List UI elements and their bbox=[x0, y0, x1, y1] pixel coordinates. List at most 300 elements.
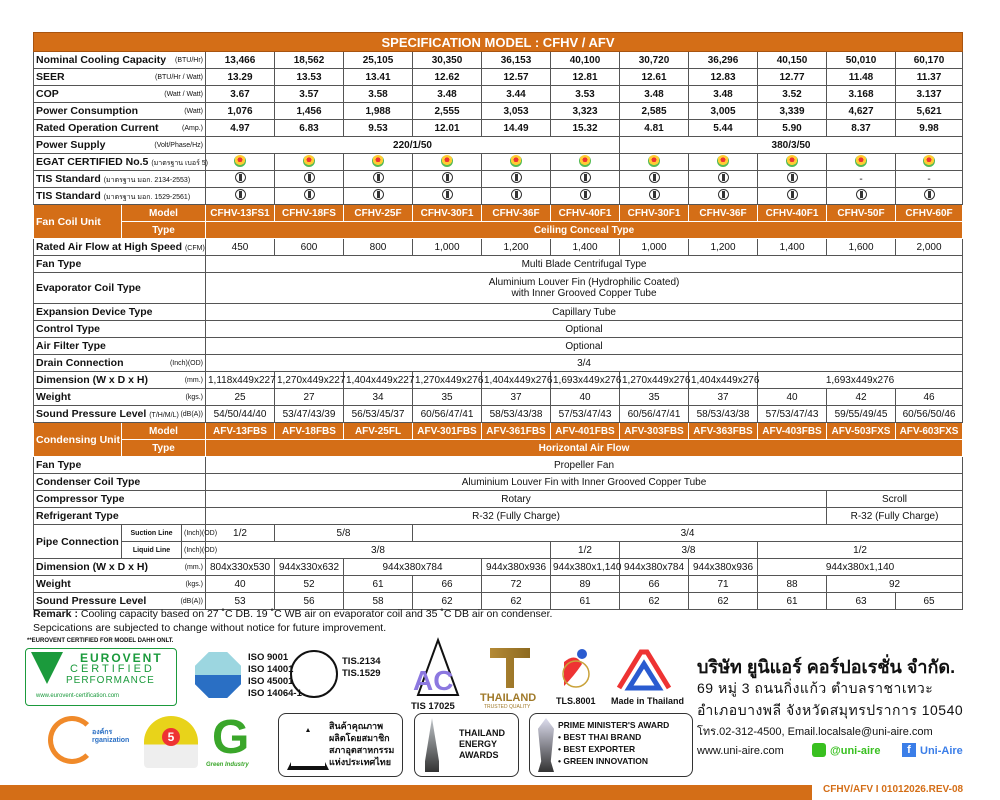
model-cell: CFHV-36F bbox=[482, 205, 551, 222]
company-address: อำเภอบางพลี จังหวัดสมุทรปราการ 10540 bbox=[697, 702, 964, 718]
table-title: SPECIFICATION MODEL : CFHV / AFV bbox=[34, 33, 963, 52]
row-egat bbox=[34, 154, 963, 171]
cell: 13,466 bbox=[206, 52, 275, 69]
cell: Scroll bbox=[827, 491, 963, 508]
tag: (T/H/M/L) bbox=[149, 412, 179, 419]
company-website[interactable]: www.uni-aire.com bbox=[697, 745, 784, 757]
text: สินค้าคุณภาพ bbox=[329, 721, 384, 731]
cell: 1,270x449x227 bbox=[275, 372, 344, 389]
cell: 61 bbox=[758, 593, 827, 610]
cell: 9.53 bbox=[344, 120, 413, 137]
cell: 58/53/43/38 bbox=[689, 406, 758, 423]
prime-minister-award-badge bbox=[529, 713, 693, 777]
cell: 1,693x449x276 bbox=[551, 372, 620, 389]
tis-mark-icon bbox=[235, 172, 246, 183]
fcu-type-row bbox=[34, 222, 963, 239]
iso-item: ISO 9001 bbox=[248, 652, 289, 663]
cell: 59/55/49/45 bbox=[827, 406, 896, 423]
cell: 13.41 bbox=[344, 69, 413, 86]
label: COP bbox=[36, 88, 59, 100]
cell: 12.57 bbox=[482, 69, 551, 86]
trophy-icon bbox=[425, 718, 439, 772]
cell: 36,153 bbox=[482, 52, 551, 69]
row-drain bbox=[34, 355, 963, 372]
text: THAILAND bbox=[459, 728, 505, 738]
cell: 944x380x784 bbox=[620, 559, 689, 576]
nac-logo-icon bbox=[413, 640, 463, 700]
cell: 25,105 bbox=[344, 52, 413, 69]
cell: 944x380x936 bbox=[689, 559, 758, 576]
cell: 57/53/47/43 bbox=[758, 406, 827, 423]
trophy-icon bbox=[538, 718, 554, 772]
tis-list bbox=[342, 656, 381, 680]
model-cell: AFV-363FBS bbox=[689, 423, 758, 440]
label: TIS Standard bbox=[36, 172, 101, 185]
eurovent-v-icon bbox=[31, 652, 63, 684]
masci-logo-icon bbox=[195, 652, 241, 698]
cell: 61 bbox=[551, 593, 620, 610]
cell: Rotary bbox=[206, 491, 827, 508]
cdu-type-row bbox=[34, 440, 963, 457]
cell: 46 bbox=[896, 389, 963, 406]
label: Refrigerant Type bbox=[34, 508, 206, 525]
cell: 1,118x449x227 bbox=[206, 372, 275, 389]
cell: 4.81 bbox=[620, 120, 689, 137]
cell: 88 bbox=[758, 576, 827, 593]
ttq-sub: TRUSTED QUALITY bbox=[484, 704, 531, 710]
unit: (Volt/Phase/Hz) bbox=[154, 142, 203, 149]
cell: 3,323 bbox=[551, 103, 620, 120]
tis-mark-icon bbox=[856, 189, 867, 200]
line: with Inner Grooved Copper Tube bbox=[511, 288, 657, 299]
cell: 12.81 bbox=[551, 69, 620, 86]
text: • BEST THAI BRAND bbox=[558, 732, 642, 742]
egat-label-5-icon bbox=[855, 155, 867, 167]
model-cell: AFV-403FBS bbox=[758, 423, 827, 440]
model-cell: AFV-25FL bbox=[344, 423, 413, 440]
nac-label: TIS 17025 bbox=[411, 701, 455, 712]
row-cdu-dimension bbox=[34, 559, 963, 576]
cell: 3.67 bbox=[206, 86, 275, 103]
remark-line: Sepcications are subjected to change without notice for future improvement. bbox=[33, 622, 387, 634]
unit: (kgs.) bbox=[185, 581, 203, 588]
cell: 944x330x632 bbox=[275, 559, 344, 576]
mit-label: Made in Thailand bbox=[611, 696, 685, 706]
row-cdu-weight bbox=[34, 576, 963, 593]
tis-mark-icon bbox=[304, 172, 315, 183]
model-cell: AFV-13FBS bbox=[206, 423, 275, 440]
row-power-supply bbox=[34, 137, 963, 154]
fti-logo-icon bbox=[287, 728, 329, 770]
row-pipe-suction bbox=[34, 525, 963, 542]
cell: 3,339 bbox=[758, 103, 827, 120]
row-evap-coil bbox=[34, 273, 963, 304]
text: สภาอุตสาหกรรม bbox=[329, 745, 395, 755]
cell: 1,400 bbox=[551, 239, 620, 256]
cell: 1/2 bbox=[758, 542, 963, 559]
tis-mark-icon bbox=[235, 189, 246, 200]
cell: 57/53/47/43 bbox=[551, 406, 620, 423]
fcu-model-row bbox=[34, 205, 963, 222]
cell: 35 bbox=[413, 389, 482, 406]
model-cell: AFV-503FXS bbox=[827, 423, 896, 440]
cell: Aluminium Louver Fin with Inner Grooved Copper Tube bbox=[206, 474, 963, 491]
label: SEER bbox=[36, 71, 65, 83]
cell: 89 bbox=[551, 576, 620, 593]
cell: 42 bbox=[827, 389, 896, 406]
suction-label: Suction Line bbox=[122, 525, 182, 542]
label: Rated Operation Current bbox=[36, 122, 159, 134]
fti-quality-badge bbox=[278, 713, 403, 777]
cell: 36,296 bbox=[689, 52, 758, 69]
type-value: Horizontal Air Flow bbox=[206, 440, 963, 457]
cell: 62 bbox=[413, 593, 482, 610]
cell: 71 bbox=[689, 576, 758, 593]
cell bbox=[206, 273, 963, 304]
model-cell: CFHV-30F1 bbox=[413, 205, 482, 222]
egat-label-5-icon bbox=[717, 155, 729, 167]
fcu-section-label: Fan Coil Unit bbox=[34, 205, 122, 239]
green-industry-icon: G bbox=[212, 711, 250, 764]
cell: 12.01 bbox=[413, 120, 482, 137]
text: AWARDS bbox=[459, 750, 499, 760]
cell: 1,693x449x276 bbox=[758, 372, 963, 389]
text: แห่งประเทศไทย bbox=[329, 757, 391, 767]
cell: 58/53/43/38 bbox=[482, 406, 551, 423]
row-compressor bbox=[34, 491, 963, 508]
company-contact[interactable]: โทร.02-312-4500, Email.localsale@uni-aire.com bbox=[697, 726, 933, 738]
cell: 12.83 bbox=[689, 69, 758, 86]
svg-text:AC: AC bbox=[413, 665, 454, 696]
remark bbox=[33, 607, 552, 635]
iso-item: ISO 45001 bbox=[248, 676, 294, 687]
label: Evaporator Coil Type bbox=[34, 273, 206, 304]
model-cell: CFHV-30F1 bbox=[620, 205, 689, 222]
cell: 13.29 bbox=[206, 69, 275, 86]
unit: (mm.) bbox=[184, 377, 203, 384]
iso-item: ISO 14064-1 bbox=[248, 688, 302, 699]
tis-mark-icon bbox=[718, 189, 729, 200]
model-cell: AFV-361FBS bbox=[482, 423, 551, 440]
cell: 220/1/50 bbox=[206, 137, 620, 154]
unit: (dB(A)) bbox=[180, 598, 203, 605]
tis-mark-icon bbox=[924, 189, 935, 200]
thai-note: (มาตรฐาน มอก. 2134-2553) bbox=[103, 176, 191, 184]
egat-label-5-icon bbox=[579, 155, 591, 167]
cell: 1,076 bbox=[206, 103, 275, 120]
unit: (Watt / Watt) bbox=[164, 91, 203, 98]
cell: - bbox=[827, 171, 896, 188]
made-in-thailand-icon bbox=[615, 648, 673, 692]
cell: 53 bbox=[206, 593, 275, 610]
type-label: Type bbox=[122, 440, 206, 457]
label: Control Type bbox=[34, 321, 206, 338]
egat-label-5-icon bbox=[372, 155, 384, 167]
label: Drain Connection bbox=[36, 357, 124, 369]
tls-label: TLS.8001 bbox=[556, 696, 596, 706]
cell: 3/4 bbox=[206, 355, 963, 372]
text: • GREEN INNOVATION bbox=[558, 756, 649, 766]
row-filter bbox=[34, 338, 963, 355]
cell: 56 bbox=[275, 593, 344, 610]
cell: 11.48 bbox=[827, 69, 896, 86]
cell: 65 bbox=[896, 593, 963, 610]
cell: 3,005 bbox=[689, 103, 758, 120]
tis-mark-icon bbox=[304, 189, 315, 200]
model-label: Model bbox=[122, 423, 206, 440]
model-cell: CFHV-18FS bbox=[275, 205, 344, 222]
row-airflow bbox=[34, 239, 963, 256]
row-power bbox=[34, 103, 963, 120]
cell: 35 bbox=[620, 389, 689, 406]
cell: 1/2 bbox=[551, 542, 620, 559]
cell: 3.57 bbox=[275, 86, 344, 103]
line-handle[interactable]: @uni-aire bbox=[830, 745, 881, 757]
egat-label-5-icon bbox=[648, 155, 660, 167]
tis-mark-icon bbox=[511, 172, 522, 183]
cell: 66 bbox=[620, 576, 689, 593]
tis-mark-icon bbox=[580, 172, 591, 183]
unit: (BTU/Hr) bbox=[175, 57, 203, 64]
cell: 15.32 bbox=[551, 120, 620, 137]
cell: 5.90 bbox=[758, 120, 827, 137]
label: Dimension (W x D x H) bbox=[36, 561, 149, 573]
tis-mark-icon bbox=[649, 172, 660, 183]
cell: 450 bbox=[206, 239, 275, 256]
unit: (Watt) bbox=[184, 108, 203, 115]
model-cell: CFHV-25F bbox=[344, 205, 413, 222]
cdu-section-label: Condensing Unit bbox=[34, 423, 122, 457]
row-seer bbox=[34, 69, 963, 86]
cell: - bbox=[896, 171, 963, 188]
spec-table bbox=[33, 32, 963, 610]
unit: (Inch)(OD) bbox=[182, 525, 206, 542]
cell: 40 bbox=[758, 389, 827, 406]
label: Power Supply bbox=[36, 139, 106, 151]
cell: 3.48 bbox=[689, 86, 758, 103]
row-refrigerant bbox=[34, 508, 963, 525]
unit: (mm.) bbox=[184, 564, 203, 571]
cell: 380/3/50 bbox=[620, 137, 963, 154]
cell: 52 bbox=[275, 576, 344, 593]
cell: 62 bbox=[620, 593, 689, 610]
text: PRIME MINISTER'S AWARD bbox=[558, 720, 670, 730]
label: Power Consumption bbox=[36, 105, 139, 117]
cell: 1,270x449x276 bbox=[620, 372, 689, 389]
tls-logo-icon bbox=[560, 646, 592, 690]
label: Sound Pressure Level bbox=[36, 408, 147, 420]
cell: 62 bbox=[689, 593, 758, 610]
model-cell: CFHV-13FS1 bbox=[206, 205, 275, 222]
cell: Propeller Fan bbox=[206, 457, 963, 474]
cell: 40 bbox=[206, 576, 275, 593]
model-cell: AFV-603FXS bbox=[896, 423, 963, 440]
cell: 2,555 bbox=[413, 103, 482, 120]
text: rganization bbox=[92, 737, 130, 744]
label: Weight bbox=[36, 391, 71, 403]
label: Sound Pressure Level bbox=[36, 595, 147, 607]
cell: 4,627 bbox=[827, 103, 896, 120]
cell: 3.44 bbox=[482, 86, 551, 103]
facebook-icon: f bbox=[902, 743, 916, 757]
cell: 40,150 bbox=[758, 52, 827, 69]
model-cell: AFV-303FBS bbox=[620, 423, 689, 440]
unit: (Inch)(OD) bbox=[182, 542, 206, 559]
tis-mark-icon bbox=[787, 172, 798, 183]
egat-label-5-icon bbox=[234, 155, 246, 167]
text: • BEST EXPORTER bbox=[558, 744, 636, 754]
tis-logo-icon bbox=[290, 650, 338, 698]
cell: 1,988 bbox=[344, 103, 413, 120]
unit: (Amp.) bbox=[182, 125, 203, 132]
model-cell: AFV-301FBS bbox=[413, 423, 482, 440]
label: Air Filter Type bbox=[34, 338, 206, 355]
egat-label-5-icon bbox=[303, 155, 315, 167]
model-cell: CFHV-40F1 bbox=[758, 205, 827, 222]
text: ผลิตโดยสมาชิก bbox=[329, 733, 390, 743]
cell: 1,600 bbox=[827, 239, 896, 256]
remark-label: Remark : bbox=[33, 608, 78, 620]
unit: (CFM) bbox=[184, 245, 205, 252]
cell: 3.137 bbox=[896, 86, 963, 103]
row-control bbox=[34, 321, 963, 338]
cell: 62 bbox=[482, 593, 551, 610]
label: Fan Type bbox=[34, 457, 206, 474]
cell: 25 bbox=[206, 389, 275, 406]
row-fcu-dimension bbox=[34, 372, 963, 389]
tis-mark-icon bbox=[373, 172, 384, 183]
line: Aluminium Louver Fin (Hydrophilic Coated) bbox=[488, 277, 680, 288]
cell: 40 bbox=[551, 389, 620, 406]
cell: 56/53/45/37 bbox=[344, 406, 413, 423]
model-cell: AFV-401FBS bbox=[551, 423, 620, 440]
label: Fan Type bbox=[34, 256, 206, 273]
cell: 14.49 bbox=[482, 120, 551, 137]
ttq-label: THAILAND bbox=[480, 692, 537, 704]
row-cdu-fan bbox=[34, 457, 963, 474]
eurovent-logo bbox=[25, 648, 177, 706]
model-cell: CFHV-40F1 bbox=[551, 205, 620, 222]
row-fan-type bbox=[34, 256, 963, 273]
cell: 600 bbox=[275, 239, 344, 256]
tis-mark-icon bbox=[442, 189, 453, 200]
egat-label-5-icon bbox=[510, 155, 522, 167]
label: EGAT CERTIFIED No.5 bbox=[36, 155, 149, 168]
cell: 5,621 bbox=[896, 103, 963, 120]
cell: 8.37 bbox=[827, 120, 896, 137]
cell: 1,400 bbox=[758, 239, 827, 256]
label: Nominal Cooling Capacity bbox=[36, 54, 167, 66]
cell: 12.77 bbox=[758, 69, 827, 86]
cell: R-32 (Fully Charge) bbox=[827, 508, 963, 525]
row-fcu-weight bbox=[34, 389, 963, 406]
cell: R-32 (Fully Charge) bbox=[206, 508, 827, 525]
cell: 3.52 bbox=[758, 86, 827, 103]
cell: 3/4 bbox=[413, 525, 963, 542]
tis-mark-icon bbox=[649, 189, 660, 200]
cell: 804x330x530 bbox=[206, 559, 275, 576]
cell: 37 bbox=[482, 389, 551, 406]
cell: 27 bbox=[275, 389, 344, 406]
cell: 3/8 bbox=[620, 542, 758, 559]
row-pipe-liquid bbox=[34, 542, 963, 559]
row-expansion bbox=[34, 304, 963, 321]
cell: 2,000 bbox=[896, 239, 963, 256]
unit: (BTU/Hr / Watt) bbox=[155, 74, 203, 81]
row-current bbox=[34, 120, 963, 137]
cell: 40,100 bbox=[551, 52, 620, 69]
label: Dimension (W x D x H) bbox=[36, 374, 149, 386]
cell: 3,053 bbox=[482, 103, 551, 120]
energy-awards-badge bbox=[414, 713, 519, 777]
cell: 3.48 bbox=[413, 86, 482, 103]
model-cell: AFV-18FBS bbox=[275, 423, 344, 440]
cell: 66 bbox=[413, 576, 482, 593]
cell: 800 bbox=[344, 239, 413, 256]
eurovent-note: **EUROVENT CERTIFIED FOR MODEL DAHH ONLT. bbox=[27, 638, 174, 644]
cell: 1,200 bbox=[482, 239, 551, 256]
line-icon bbox=[812, 743, 826, 757]
cell: 72 bbox=[482, 576, 551, 593]
cell: 1,456 bbox=[275, 103, 344, 120]
model-cell: CFHV-36F bbox=[689, 205, 758, 222]
row-cop bbox=[34, 86, 963, 103]
cell: 50,010 bbox=[827, 52, 896, 69]
row-tis-2134 bbox=[34, 171, 963, 188]
type-label: Type bbox=[122, 222, 206, 239]
label-number: 5 bbox=[162, 728, 180, 746]
cell: 3.53 bbox=[551, 86, 620, 103]
model-cell: CFHV-60F bbox=[896, 205, 963, 222]
co2-organization-label bbox=[92, 729, 129, 745]
document-id: CFHV/AFV I 01012026.REV-08 bbox=[823, 784, 964, 795]
text: PERFORMANCE bbox=[66, 675, 155, 686]
tis-mark-icon bbox=[580, 189, 591, 200]
row-cdu-coil bbox=[34, 474, 963, 491]
cell: 944x380x784 bbox=[344, 559, 482, 576]
facebook-handle[interactable]: Uni-Aire bbox=[920, 745, 963, 757]
cell: 54/50/44/40 bbox=[206, 406, 275, 423]
liquid-label: Liquid Line bbox=[122, 542, 182, 559]
cell: 34 bbox=[344, 389, 413, 406]
text: ENERGY bbox=[459, 739, 498, 749]
cell: 6.83 bbox=[275, 120, 344, 137]
text: CERTIFIED bbox=[70, 663, 155, 675]
model-cell: CFHV-50F bbox=[827, 205, 896, 222]
cell: 1,404x449x276 bbox=[482, 372, 551, 389]
cell: 18,562 bbox=[275, 52, 344, 69]
tis-mark-icon bbox=[718, 172, 729, 183]
label: Expansion Device Type bbox=[34, 304, 206, 321]
cell: Multi Blade Centrifugal Type bbox=[206, 256, 963, 273]
cell: 13.53 bbox=[275, 69, 344, 86]
cdu-model-row bbox=[34, 423, 963, 440]
text: องค์กร bbox=[92, 729, 113, 736]
label: Rated Air Flow at High Speed bbox=[36, 241, 183, 253]
cell: 5/8 bbox=[275, 525, 413, 542]
label: TIS Standard bbox=[36, 189, 101, 202]
cell: 3.58 bbox=[344, 86, 413, 103]
cell: 5.44 bbox=[689, 120, 758, 137]
row-fcu-sound bbox=[34, 406, 963, 423]
energy-label-5-icon bbox=[144, 716, 198, 768]
tis-mark-icon bbox=[787, 189, 798, 200]
cell: 60,170 bbox=[896, 52, 963, 69]
cell: 3/8 bbox=[206, 542, 551, 559]
cell: Capillary Tube bbox=[206, 304, 963, 321]
cell: 3.48 bbox=[620, 86, 689, 103]
cell: 30,720 bbox=[620, 52, 689, 69]
